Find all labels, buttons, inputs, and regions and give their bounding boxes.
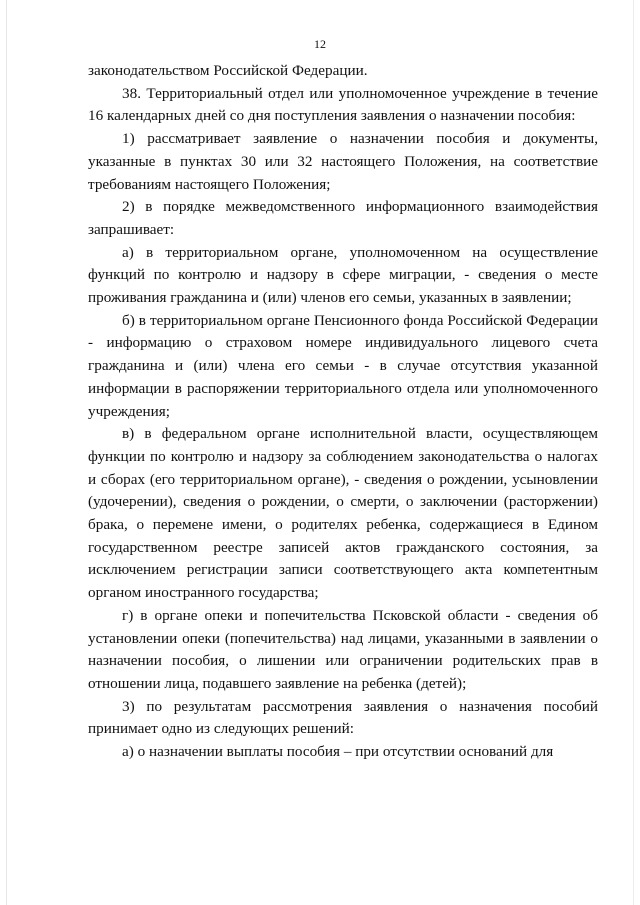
- paragraph-subitem-2a: а) в территориальном органе, уполномоченном на осуществление функций по контролю и надзору в сфере миграции, - сведения о месте проживания гражданина и (или) членов его семьи, указанных в заявлении;: [88, 243, 598, 307]
- paragraph-continuation: законодательством Российской Федерации.: [88, 62, 368, 79]
- page-number: 12: [314, 37, 326, 51]
- paragraph-item-38: 38. Территориальный отдел или уполномоченное учреждение в течение 16 календарных дней со дня поступления заявления о назначении пособия:: [88, 84, 598, 125]
- paragraph-subitem-1: 1) рассматривает заявление о назначении пособия и документы, указанные в пунктах 30 или 32 настоящего Положения, на соответствие требованиям настоящего Положения;: [88, 130, 598, 193]
- paragraph-subitem-2v: в) в федеральном органе исполнительной власти, осуществляющем функции по контролю и надзору за соблюдением законодательства о налогах и сборах (его территориальном органе), - сведения о рождении, усыновлении (удочерении), сведения о рождении, о смерти, о заключении (расторжении) брака, о перемене имени, о родителях ребенка, содержащиеся в Едином государственном реестре записей актов гражданского состояния, за исключением регистрации записи соответствующего акта компетентным органом иностранного государства;: [88, 425, 598, 602]
- paragraph-subitem-2b: б) в территориальном органе Пенсионного фонда Российской Федерации - информацию о страховом номере индивидуального лицевого счета гражданина и (или) члена его семьи - в случае отсутствия указанной информации в распоряжении территориального отдела или уполномоченного учреждения;: [88, 311, 598, 420]
- scan-edge-right: [633, 0, 634, 905]
- scan-edge-left: [6, 0, 7, 905]
- paragraph-subitem-3: 3) по результатам рассмотрения заявления о назначения пособий принимает одно из следующих решений:: [88, 697, 598, 738]
- paragraph-subitem-3a: а) о назначении выплаты пособия – при отсутствии оснований для: [122, 743, 554, 761]
- paragraph-subitem-2: 2) в порядке межведомственного информационного взаимодействия запрашивает:: [88, 198, 598, 238]
- paragraph-subitem-2g: г) в органе опеки и попечительства Псковской области - сведения об установлении опеки (попечительства) над лицами, указанными в заявлении о назначении пособия, о лишении или ограничении родительских прав в отношении лица, подавшего заявление на ребенка (детей);: [88, 606, 598, 692]
- document-body: [88, 60, 598, 764]
